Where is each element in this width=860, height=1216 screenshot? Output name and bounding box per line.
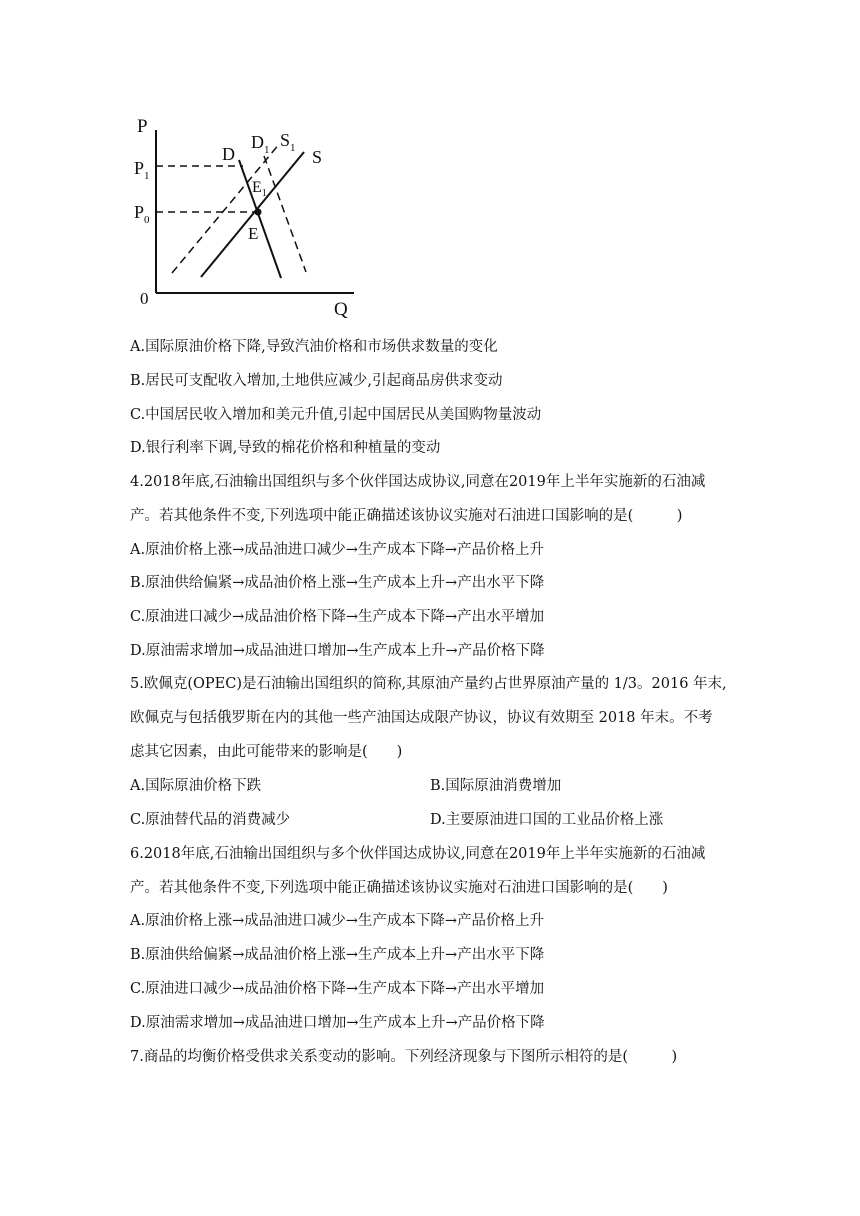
q4-stem-line-2: 产。若其他条件不变,下列选项中能正确描述该协议实施对石油进口国影响的是( ) bbox=[130, 508, 683, 524]
q3-option-c: C.中国居民收入增加和美元升值,引起中国居民从美国购物量波动 bbox=[130, 407, 542, 423]
p0-label: $P_0$ bbox=[134, 202, 150, 226]
axis-p-label: P bbox=[137, 116, 148, 137]
q5-stem-line-3: 虑其它因素，由此可能带来的影响是( ) bbox=[130, 744, 403, 760]
point-e1-label: $E_1$ bbox=[252, 179, 267, 199]
q7-stem-line-1: 7.商品的均衡价格受供求关系变动的影响。下列经济现象与下图所示相符的是( ) bbox=[130, 1049, 678, 1065]
q5-stem-line-1: 5.欧佩克(OPEC)是石油输出国组织的简称,其原油产量约占世界原油产量的 1/3。2016 年末, bbox=[130, 676, 727, 692]
q5-option-a: A.国际原油价格下跌 bbox=[130, 778, 262, 794]
q3-option-b: B.居民可支配收入增加,土地供应减少,引起商品房供求变动 bbox=[130, 373, 503, 389]
q3-option-a: A.国际原油价格下降,导致汽油价格和市场供求数量的变化 bbox=[130, 339, 498, 355]
q4-option-b: B.原油供给偏紧→成品油价格上涨→生产成本上升→产出水平下降 bbox=[130, 575, 545, 591]
q4-option-d: D.原油需求增加→成品油进口增加→生产成本上升→产品价格下降 bbox=[130, 643, 545, 659]
supply-curve-s bbox=[201, 152, 304, 277]
demand-curve-d1 bbox=[264, 156, 306, 272]
q6-stem-line-1: 6.2018年底,石油输出国组织与多个伙伴国达成协议,同意在2019年上半年实施新的石油减 bbox=[130, 846, 706, 862]
point-e-label: E bbox=[248, 224, 259, 243]
q3-option-d: D.银行利率下调,导致的棉花价格和种植量的变动 bbox=[130, 440, 441, 456]
q6-stem-line-2: 产。若其他条件不变,下列选项中能正确描述该协议实施对石油进口国影响的是( ) bbox=[130, 880, 668, 896]
origin-label: 0 bbox=[140, 289, 149, 308]
curve-s1-label: $S_1$ bbox=[280, 130, 296, 154]
supply-demand-diagram bbox=[128, 108, 360, 320]
demand-curve-d bbox=[239, 160, 281, 278]
curve-s-label: S bbox=[312, 147, 323, 167]
curve-d-label: D bbox=[222, 144, 235, 164]
axis-q-label: Q bbox=[334, 299, 348, 320]
q6-option-d: D.原油需求增加→成品油进口增加→生产成本上升→产品价格下降 bbox=[130, 1015, 545, 1031]
q5-stem-line-2: 欧佩克与包括俄罗斯在内的其他一些产油国达成限产协议，协议有效期至 2018 年末。不考 bbox=[130, 710, 713, 726]
q6-option-c: C.原油进口减少→成品油价格下降→生产成本下降→产出水平增加 bbox=[130, 981, 545, 997]
q5-option-c: C.原油替代品的消费减少 bbox=[130, 812, 291, 828]
q4-option-a: A.原油价格上涨→成品油进口减少→生产成本下降→产品价格上升 bbox=[130, 542, 545, 558]
q4-stem-line-1: 4.2018年底,石油输出国组织与多个伙伴国达成协议,同意在2019年上半年实施新的石油减 bbox=[130, 474, 706, 490]
q6-option-a: A.原油价格上涨→成品油进口减少→生产成本下降→产品价格上升 bbox=[130, 913, 545, 929]
q5-option-d: D.主要原油进口国的工业品价格上涨 bbox=[430, 812, 664, 828]
q4-option-c: C.原油进口减少→成品油价格下降→生产成本下降→产出水平增加 bbox=[130, 609, 545, 625]
p1-label: $P_1$ bbox=[134, 158, 150, 182]
curve-d1-label: $D_1$ bbox=[251, 132, 270, 156]
q5-option-b: B.国际原油消费增加 bbox=[430, 778, 562, 794]
equilibrium-point-e bbox=[255, 209, 262, 216]
q6-option-b: B.原油供给偏紧→成品油价格上涨→生产成本上升→产出水平下降 bbox=[130, 947, 545, 963]
